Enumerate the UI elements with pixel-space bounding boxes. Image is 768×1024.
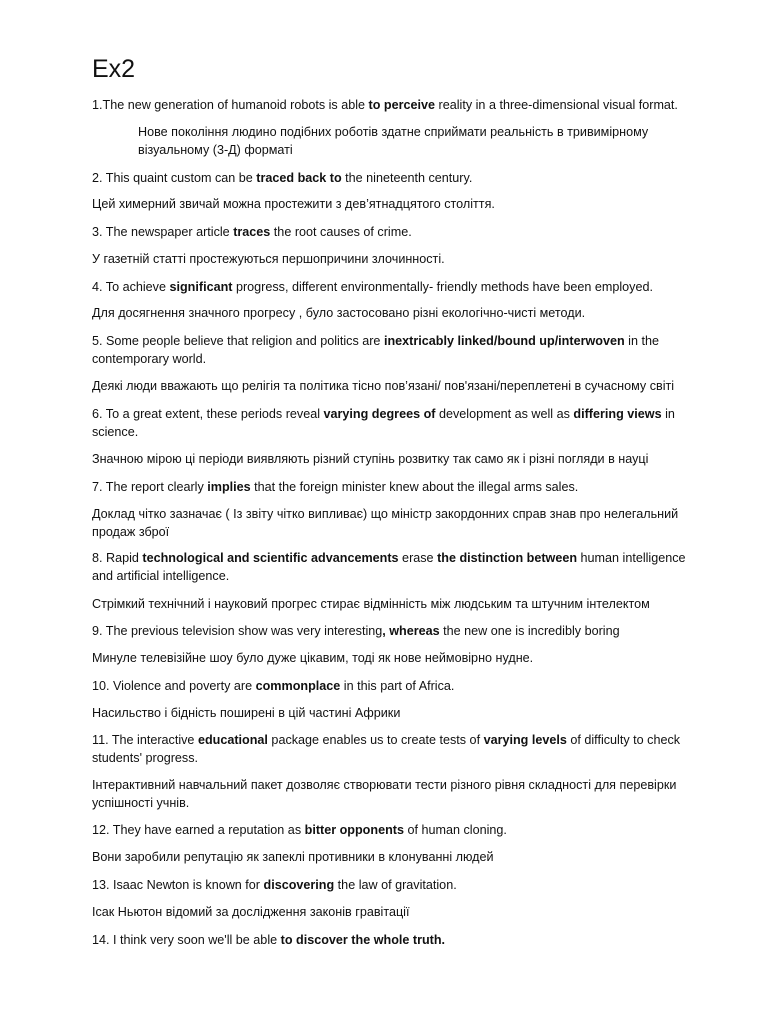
page-title: Ex2	[92, 55, 136, 83]
translation-uk-11: Інтерактивний навчальний пакет дозволяє створювати тести різного рівня складності для перевірки успішності учнів.	[92, 778, 677, 810]
sentence-en-3: 3. The newspaper article traces the root causes of crime.	[92, 225, 412, 239]
sentence-en-9: 9. The previous television show was very interesting, whereas the new one is incredibly boring	[92, 624, 620, 638]
translation-uk-9: Минуле телевізійне шоу було дуже цікавим, тоді як нове неймовірно нудне.	[92, 651, 534, 665]
translation-uk-4: Для досягнення значного прогресу , було застосовано різні екологічно-чисті методи.	[92, 306, 586, 320]
sentence-en-12: 12. They have earned a reputation as bitter opponents of human cloning.	[92, 823, 507, 837]
translation-uk-12: Вони заробили репутацію як запеклі противники в клонуванні людей	[92, 850, 494, 864]
translation-uk-3: У газетній статті простежуються першопричини злочинності.	[92, 252, 445, 266]
sentence-en-5: 5. Some people believe that religion and politics are inextricably linked/bound up/interwoven in the contemporary world.	[92, 334, 659, 366]
sentence-en-4: 4. To achieve significant progress, different environmentally- friendly methods have been employed.	[92, 280, 653, 294]
translation-uk-13: Ісак Ньютон відомий за дослідження законів гравітації	[92, 905, 410, 919]
translation-uk-6: Значною мірою ці періоди виявляють різний ступінь розвитку так само як і різні погляди в науці	[92, 452, 649, 466]
translation-uk-2: Цей химерний звичай можна простежити з дев’ятнадцятого століття.	[92, 197, 495, 211]
sentence-en-7: 7. The report clearly implies that the foreign minister knew about the illegal arms sales.	[92, 480, 579, 494]
sentence-en-14: 14. I think very soon we'll be able to discover the whole truth.	[92, 933, 446, 947]
translation-uk-10: Насильство і бідність поширені в цій частині Африки	[92, 706, 401, 720]
sentence-en-13: 13. Isaac Newton is known for discovering the law of gravitation.	[92, 878, 457, 892]
sentence-en-1: 1.The new generation of humanoid robots is able to perceive reality in a three-dimensional visual format.	[92, 98, 678, 112]
translation-uk-7: Доклад чітко зазначає ( Із звіту чітко випливає) що міністр закордонних справ знав про нелегальний продаж зброї	[92, 507, 679, 539]
sentence-en-6: 6. To a great extent, these periods reveal varying degrees of development as well as differing views in science.	[92, 407, 675, 439]
sentence-en-2: 2. This quaint custom can be traced back to the nineteenth century.	[92, 171, 473, 185]
translation-uk-1: Нове покоління людино подібних роботів здатне сприймати реальність в тривимірному візуальному (3-Д) форматі	[138, 125, 649, 157]
sentence-en-11: 11. The interactive educational package enables us to create tests of varying levels of difficulty to check students' progress.	[92, 733, 681, 765]
sentence-en-10: 10. Violence and poverty are commonplace in this part of Africa.	[92, 679, 455, 693]
translation-uk-8: Стрімкий технічний і науковий прогрес стирає відмінність між людським та штучним інтелектом	[92, 597, 650, 611]
translation-uk-5: Деякі люди вважають що релігія та політика тісно пов’язані/ пов'язані/переплетені в сучасному світі	[92, 379, 675, 393]
sentence-en-8: 8. Rapid technological and scientific advancements erase the distinction between human intelligence and artificial intelligence.	[92, 551, 686, 583]
